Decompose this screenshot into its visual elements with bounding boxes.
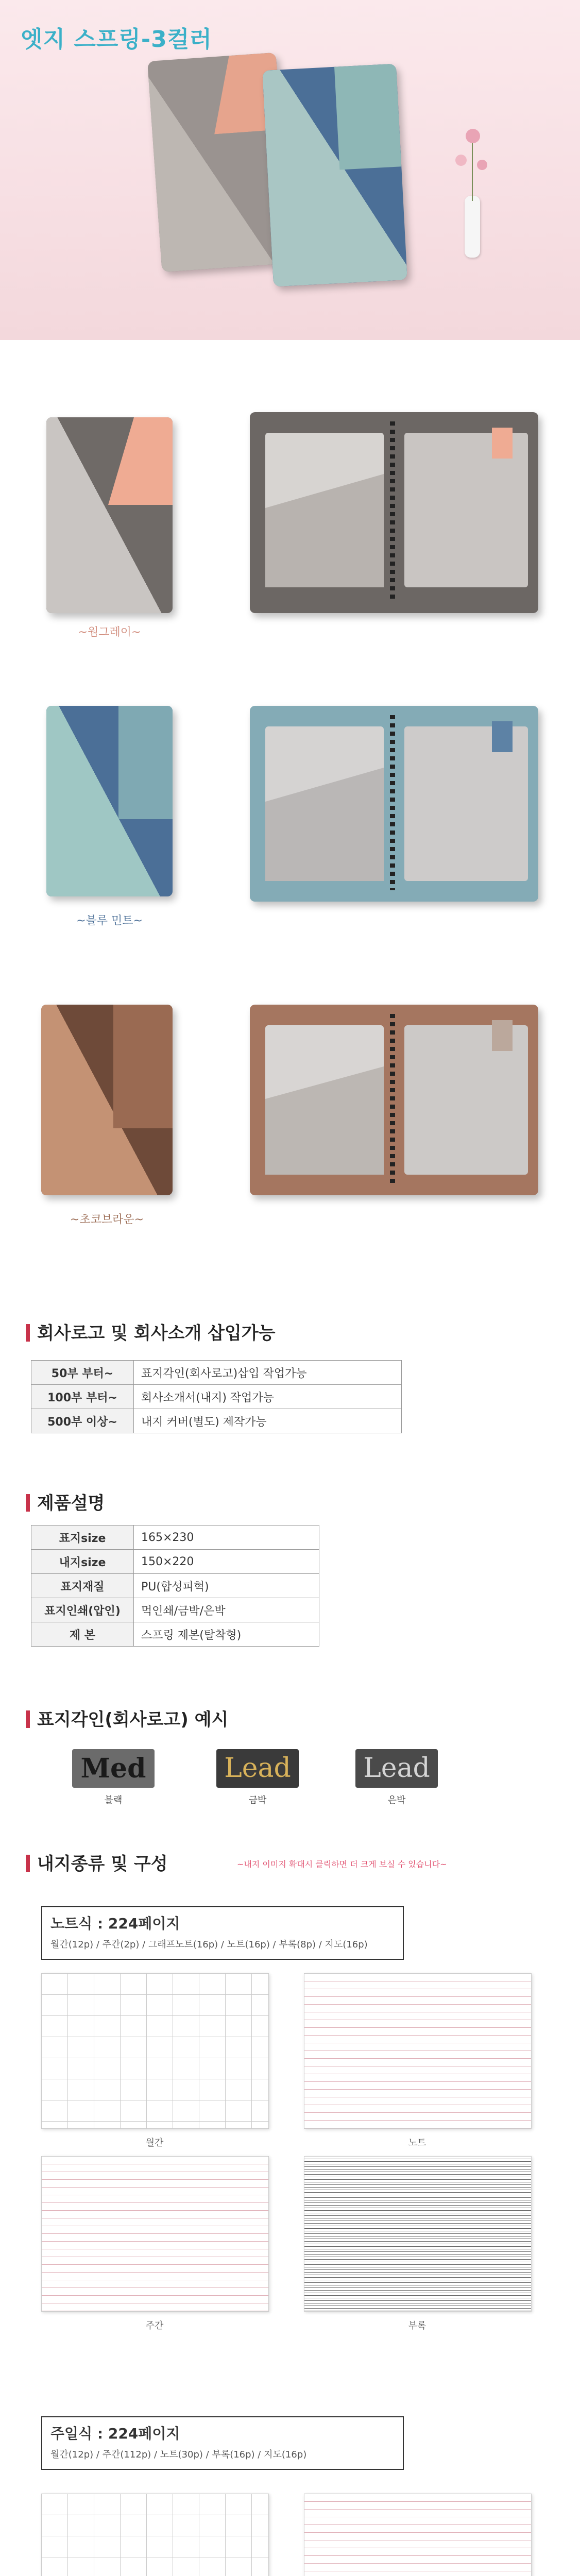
engrave-section-title: 표지각인(회사로고) 예시 [26, 1705, 228, 1731]
color-label-choco-brown: ~초코브라운~ [70, 1213, 144, 1226]
inner-section-note: ~내지 이미지 확대시 클릭하면 더 크게 보실 수 있습니다~ [237, 1859, 447, 1869]
hero-title: 엣지 스프링-3컬러 [21, 26, 212, 53]
inner-section-title: 내지종류 및 구성 [26, 1850, 168, 1875]
spec-row: 내지size 150×220 [31, 1550, 319, 1574]
engrave-sample-gold: Lead [216, 1749, 299, 1788]
logo-row: 500부 이상~ 내지 커버(별도) 제작가능 [31, 1409, 402, 1433]
hero-banner [0, 0, 580, 340]
blue-mint-closed [46, 706, 173, 896]
engrave-label-silver: 은박 [387, 1795, 406, 1806]
page-weekly [41, 2156, 269, 2312]
spec-row: 표지size 165×230 [31, 1526, 319, 1550]
page-weekly [304, 2494, 532, 2576]
type-box-weekly: 주일식 : 224페이지 월간(12p) / 주간(112p) / 노트(30p) / 부록(16p) / 지도(16p) [41, 2416, 404, 2470]
page-label: 월간 [145, 2138, 164, 2148]
engrave-sample-black: Med [72, 1749, 155, 1788]
warm-gray-open [250, 412, 538, 613]
page-label: 주간 [145, 2320, 164, 2331]
spec-row: 제 본 스프링 제본(탈착형) [31, 1622, 319, 1647]
spec-table [31, 1525, 319, 1647]
choco-brown-open [250, 1005, 538, 1195]
type-box-note: 노트식 : 224페이지 월간(12p) / 주간(2p) / 그래프노트(16p) / 노트(16p) / 부록(8p) / 지도(16p) [41, 1906, 404, 1960]
spec-row: 표지인쇄(압인) 먹인쇄/금박/은박 [31, 1598, 319, 1622]
engrave-sample-silver: Lead [355, 1749, 438, 1788]
logo-options-table [31, 1360, 402, 1433]
choco-brown-closed [41, 1005, 173, 1195]
logo-row: 50부 부터~ 표지각인(회사로고)삽입 작업가능 [31, 1361, 402, 1385]
spec-section-title: 제품설명 [26, 1489, 105, 1514]
planner-blue-mint [262, 63, 407, 286]
engrave-label-gold: 금박 [248, 1795, 267, 1806]
page-label: 부록 [408, 2320, 427, 2331]
page-monthly [41, 2494, 269, 2576]
vase-illustration [453, 124, 489, 258]
page-label: 노트 [408, 2138, 427, 2148]
page-appendix [304, 2156, 532, 2312]
logo-section-title: 회사로고 및 회사소개 삽입가능 [26, 1319, 275, 1344]
logo-row: 100부 부터~ 회사소개서(내지) 작업가능 [31, 1385, 402, 1409]
blue-mint-open [250, 706, 538, 902]
page-monthly [41, 1973, 269, 2129]
spec-row: 표지재질 PU(합성피혁) [31, 1574, 319, 1598]
color-label-warm-gray: ~웜그레이~ [78, 626, 141, 639]
page-note [304, 1973, 532, 2129]
warm-gray-closed [46, 417, 173, 613]
engrave-label-black: 블랙 [104, 1795, 123, 1806]
color-label-blue-mint: ~블루 민트~ [76, 914, 143, 927]
